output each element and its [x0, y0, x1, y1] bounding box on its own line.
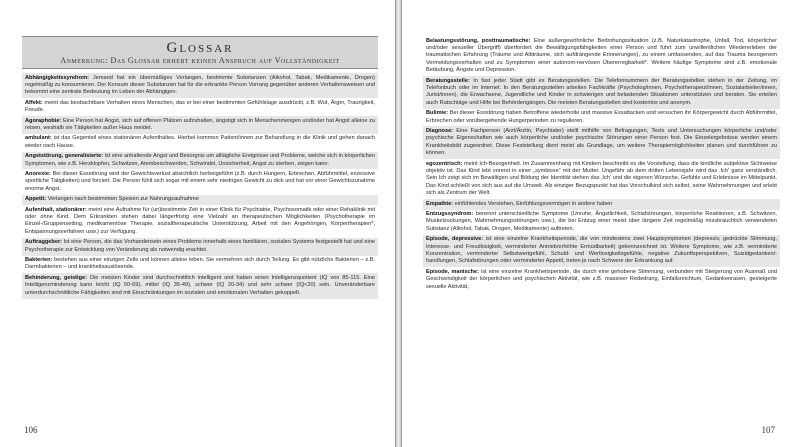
entry-term: Angststörung, generalisierte: — [25, 153, 104, 160]
entry-term: Bakterien: — [25, 257, 53, 264]
entry-term: Belastungsstörung, posttraumatische: — [426, 37, 531, 44]
entry-text: ist eine anhaltende Angst und Besorgnis um alltägliche Ereignisse und Probleme, welche sich in körperlichen Symptomen, wie z.B. Herzklopfen, Schwitzen, Atembeschwerden, Schwindel, Unsicherheit, Angst zu sterben, zeigen kann. — [25, 153, 376, 167]
entry-term: Behinderung, geistige: — [25, 274, 87, 281]
entry-text: Bei dieser Essstörung wird der Gewichtsverlust absichtlich herbeigeführt (z.B. durch Hungern, Erbrechen, Abführmittel, exzessive sportliche Tätigkeiten) und forciert. Die Person fühlt sich sogar mit einem sehr niedrigen Gewicht zu dick und hat vor einer Gewichtszunahme enorme Angst. — [25, 170, 375, 192]
glossary-entry — [22, 273, 378, 298]
glossary-entry — [423, 235, 780, 268]
entry-text: ist eine einzelne Krankheitsperiode, die durch eine gehobene Stimmung, verbunden mit Steigerung von Ausmaß und Geschwindigkeit der körperlichen und psychischen Aktivität, wie z.B. massiver Rededrang, Einfallsreichtum, Gedankenrasen, gesteigerte sexuelle Aktivität, — [426, 268, 777, 290]
entry-term: Beratungsstelle: — [426, 77, 470, 84]
glossary-entry — [22, 205, 378, 238]
entry-text: bestehen aus einer einzigen Zelle und können alleine leben. Sie vermehren sich durch Teilung. Es gibt nützliche Bakterien – z.B. Darmbakterien – und krankheitsauslösende. — [25, 257, 375, 271]
entry-text: Eine Fachperson (Arzt/Ärztin, Psychiater) stellt mithilfe von Befragungen, Tests und Untersuchungen körperliche und/oder psychische Eigenschaften wie auch körperliche und/oder psychische Störungen einer Person fest. Die Einzelergebnisse werden einem Krankheitsbild zugeordnet. Diese Feststellung dient meist als Grundlage, um weitere Therapiemöglichkeiten planen und durchführen zu können. — [426, 127, 777, 157]
entry-text: meint das beobachtbare Verhalten eines Menschen, das er bei einer bestimmten Gefühlslage ausdrückt, z.B. Wut, Ärger, Traurigkeit, Freude. — [25, 99, 375, 114]
entry-term: egozentrisch: — [426, 160, 463, 167]
glossary-entry — [423, 36, 780, 76]
entry-term: ambulant: — [25, 135, 52, 142]
entry-text: ist das Gegenteil eines stationären Aufenthaltes. Hierbei kommen Patient/innen zur Behandlung in die Klinik und gehen danach wieder nach Hause. — [25, 135, 375, 149]
entry-text: benennt unterschiedliche Symptome (Unruhe, Ängstlichkeit, Schlafstörungen, körperliche Reaktionen, z.B. Schwitzen, Muskelzuckungen, Wahrnehmungsstörungen usw.), die bei Entzug einer meist über längere Zeit regelmäßig missbräuchlich verwendeten Substanz (Alkohol, Tabak, Drogen, Medikamente) auftreten. — [426, 211, 777, 232]
entry-term: Diagnose: — [426, 127, 454, 134]
entry-text: Eine außergewöhnliche Bedrohungssituation (z.B. Naturkatastrophe, Unfall, Tod, körperlicher und/oder sexueller Übergriff) überfordert die Bewältigungsfähigkeiten einer Person und führt zum unwillentlichen Wiedererleben der traumatischen Erfahrung (Träume und Albträume, sich aufdrängende Erinnerungen), zu einem umfassenden, auf das Trauma bezogenem Vermeidungsverhalten und zu Symptomen einer autonom-nervösen Übererregbarkeit*. Weitere häufige Symptome sind z.B. emotionale Betäubung, Ängste und Depression. — [426, 37, 777, 74]
glossary-entry — [423, 267, 780, 292]
glossary-header — [22, 36, 378, 69]
entry-term: Bulimie: — [426, 110, 449, 117]
entry-text: meint Ich-Bezogenheit. Im Zusammenhang mit Kindern beschreibt es die Vorstellung, dass die kindliche subjektive Sichtweise objektiv ist. Das Kind lebt vorerst in einer „symbiose“ mit der Mutter. Ungefähr ab dem dritten Lebensjahr wird das ‚Ich‘ ganz verständlich. Sein Ich zeigt sich im Bewältigen und Bildung der Identität stehen das ‚Ich‘ und die eigenen Wünsche, Gefühle und Erlebnisse im Mittelpunkt. Das Kind schließt von sich aus auf die Umwelt. Als einziger Bezugspunkt hat das Vorschulkind sich selbst, seine Wahrnehmungen und erlebt sich als Zentrum der Welt. — [426, 160, 777, 197]
entry-term: Auftraggeber: — [25, 239, 62, 246]
glossary-entry — [423, 109, 780, 127]
entry-term: Episode, manische: — [426, 268, 480, 275]
entry-text: Jemand hat ein übermäßiges Verlangen, bestimmte Substanzen (Alkohol, Tabak, Medikamente, Drogen) regelmäßig zu konsumieren. Der Konsum dieser Substanzen hat für die erkrankte Person Vorrang gegenüber anderen Verhaltensweisen und bekommt eine zentrale Bedeutung im Leben der Abhängigen. — [25, 74, 375, 96]
entry-term: Affekt: — [25, 99, 43, 106]
entry-text: meint eine Aufnahme für (un)bestimmte Zeit in einer Klinik für Psychiatrie, Psychosomatik oder einer Rehaklinik mit oder ohne Kind. Dem Erkrankten stehen dabei längerfristig eine Vielzahl an therapeutischen Möglichkeiten (Psychotherapie im Einzel-/Gruppensetting, medikamentöse Therapie, sozialtherapeutische Unterstützung, Arbeit mit den Angehörigen, Körpertherapien*, Entspannungsverfahren usw.) zur Verfügung. — [25, 206, 375, 235]
entry-text: Bei dieser Essstörung haben Betroffene wiederholte und massive Essattacken und versuchen ihr Körpergewicht durch Abführmittel, Erbrechen oder vorübergehende Hungerperioden zu regulieren. — [426, 110, 777, 124]
entry-text: Verlangen nach bestimmten Speisen zur Nahrungsaufnahme — [47, 196, 199, 203]
glossary-entry — [22, 73, 378, 98]
entry-term: Abhängigkeitssyndrom: — [25, 74, 90, 81]
glossary-entry — [22, 256, 378, 274]
glossary-entry — [22, 98, 378, 116]
page-number: 106 — [24, 425, 38, 435]
entry-text: ist eine einzelne Krankheitsperiode, die von mindestens zwei Hauptsymptomen (depressiv, gedrückte Stimmung, Interesse- und Freudlosigkeit, verminderter Antrieb/erhöhte Ermüdbarkeit) gekennzeichnet ist. Weitere Symptome, wie z.B. verminderte Konzentration, verminderter Selbstwertgefühl, Schuld- und Wertlosigkeitsgefühle, negative Zukunftsperspektiven, Suizidgedanken/-handlungen, Schlafstörungen oder verminderter Appetit, treten je nach Schwere der Erkrankung auf. — [426, 236, 778, 265]
glossary-entry — [22, 152, 378, 170]
left-page — [0, 0, 396, 447]
entry-term: Appetit: — [25, 196, 47, 203]
glossary-entry — [423, 76, 780, 109]
entry-term: Aufenthalt, stationärer: — [25, 206, 87, 213]
glossary-entry — [22, 116, 378, 134]
glossary-entry — [423, 199, 780, 209]
glossary-entry — [22, 238, 378, 256]
right-page — [401, 0, 799, 447]
entry-term: Episode, depressive: — [426, 236, 484, 243]
entry-text: Eine Person hat Angst, sich auf offenen Plätzen aufzuhalten, ängstigt sich in Menschenmengen und/oder hat Angst alleine zu reisen, weshalb sie Tätigkeiten außer Haus meidet. — [25, 117, 376, 131]
entry-text: In fast jeder Stadt gibt es Beratungsstellen. Die Telefonnummern der Beratungsstellen stehen in der Zeitung, im Telefonbuch oder im Internet. In den Beratungsstellen arbeiten Fachkräfte (Psycholog/innen, Psychotherapeut/innen, Sozialarbeiter/innen, Jurist/innen), die Erwachsene, Jugendliche und Kinder in schwierigen und belastenden Situationen unterstützen und beraten. Sie erteilen auch Ratschläge und Hilfe bei Behördengängen. Die meisten Beratungsstellen sind kostenlos und anonym. — [426, 77, 778, 106]
entry-text: Ist eine Person, die das Vorhandensein eines Problems innerhalb eines familiären, sozialen Systems festgestellt hat und eine Psychotherapie zur Entwicklung von Veränderung als notwendig erachtet. — [25, 239, 375, 253]
glossary-entry — [423, 159, 780, 199]
glossary-entry — [423, 210, 780, 235]
entry-term: Entzugssyndrom: — [426, 211, 474, 218]
glossary-entry — [22, 134, 378, 152]
entry-term: Anorexie: — [25, 170, 51, 177]
right-page-content — [423, 36, 780, 293]
glossary-entry — [423, 126, 780, 159]
page-number: 107 — [761, 425, 775, 435]
entry-text: einfühlendes Verstehen, Einfühlungsvermögen in andere haben — [454, 200, 613, 207]
glossary-entry — [22, 169, 378, 194]
page-subtitle: Anmerkung: Das Glossar erhebt keinen Anspruch auf Vollständigkeit — [60, 56, 340, 65]
entry-term: Empathie: — [426, 200, 454, 207]
page-title: Glossar — [166, 40, 234, 56]
entry-term: Agoraphobie: — [25, 117, 62, 124]
glossary-entry — [22, 195, 378, 205]
entry-text: Die meisten Kinder sind durchschnittlich intelligent und haben einen Intelligenzquotient (IQ von 85-115. Eine Intelligenzminderung kann leicht (IQ 50-69), mittel (IQ 35-49), schwer (IQ 20-34) und sehr schwer (IQ<20) sein. Unveränderbare unterdurchschnittliche Fähigkeiten sind mit Einschränkungen im sozialen und emotionalen Verhalten gekoppelt. — [25, 274, 375, 296]
left-page-content — [22, 36, 378, 299]
